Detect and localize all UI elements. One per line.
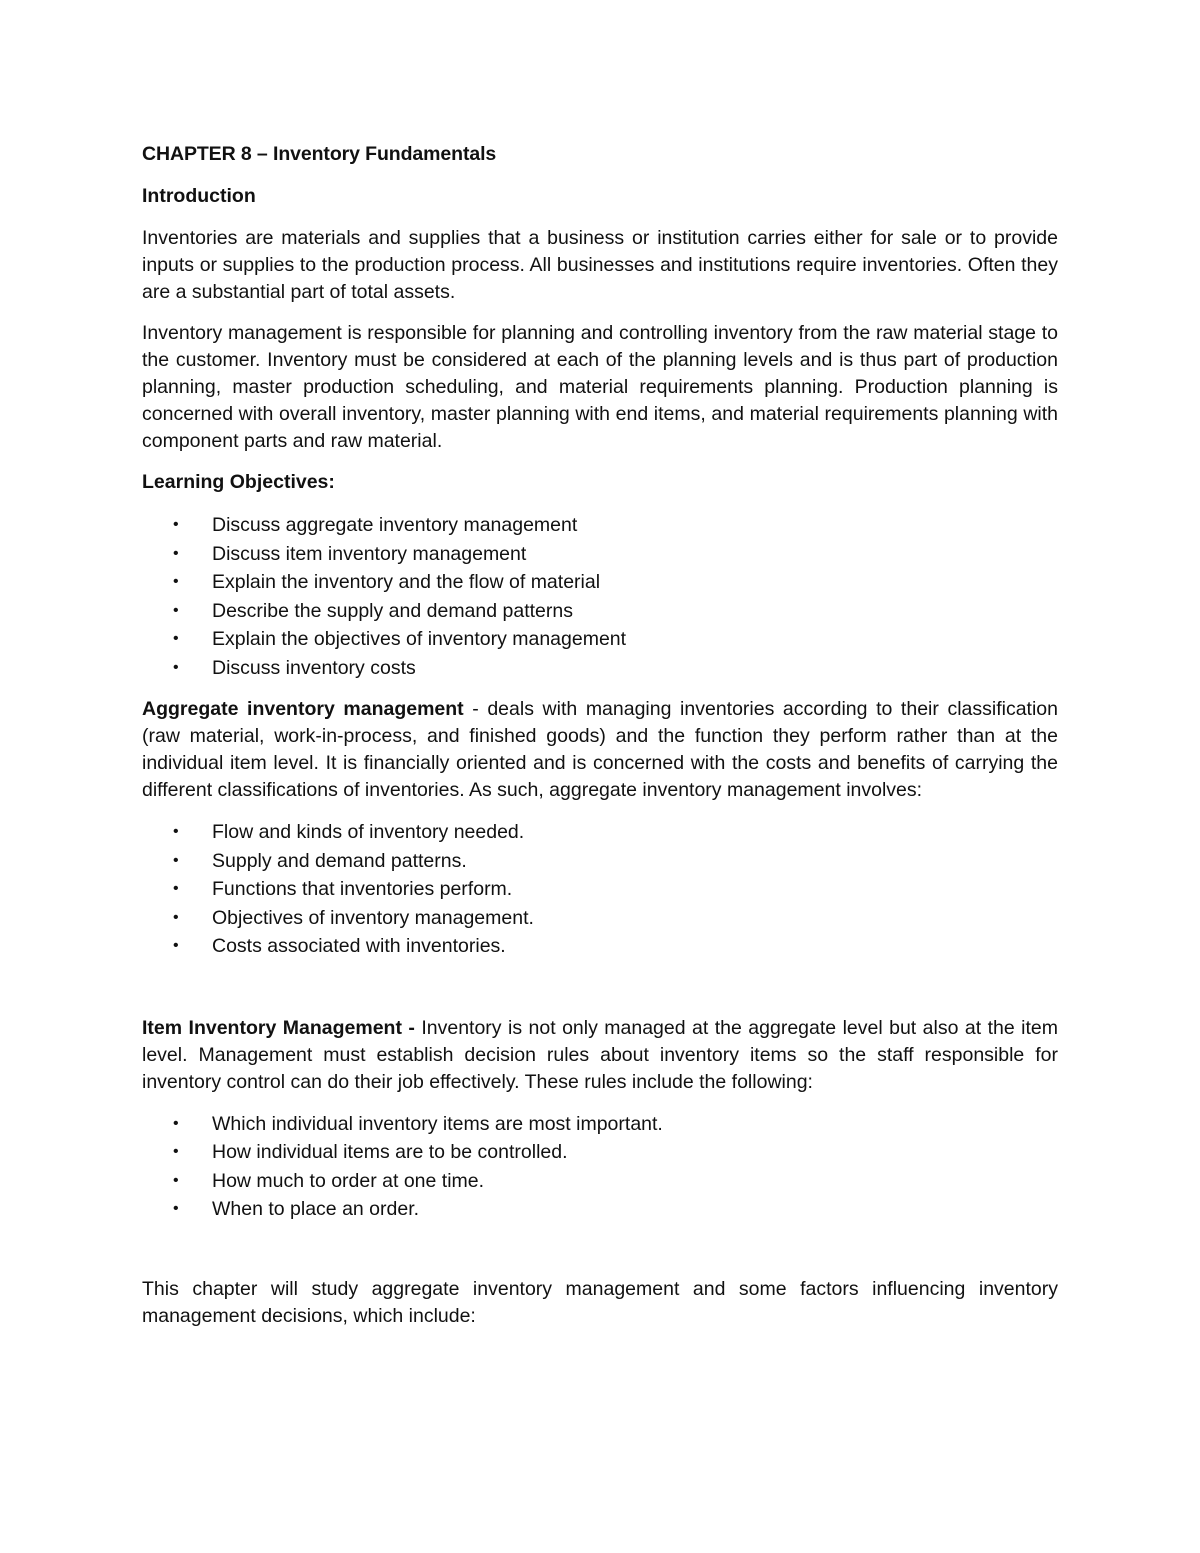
- list-item: • Discuss inventory costs: [142, 654, 1058, 683]
- closing-paragraph: This chapter will study aggregate inventory management and some factors influencing inventory management decisions, which include:: [142, 1277, 1058, 1327]
- list-item: • Discuss item inventory management: [142, 540, 1058, 569]
- bullet-icon: •: [173, 630, 179, 647]
- list-item: • Costs associated with inventories.: [142, 932, 1058, 961]
- intro-heading: Introduction: [142, 185, 256, 207]
- bullet-icon: •: [173, 601, 179, 619]
- list-item: • How much to order at one time.: [142, 1167, 1058, 1196]
- spacer: [142, 1238, 1058, 1276]
- list-item: • Which individual inventory items are most important.: [142, 1110, 1058, 1139]
- chapter-title: CHAPTER 8 – Inventory Fundamentals: [142, 143, 497, 165]
- bullet-icon: •: [173, 516, 179, 533]
- document-page: [142, 141, 1058, 1344]
- intro-paragraph-2: Inventory management is responsible for planning and controlling inventory from the raw material stage to the customer. Inventory must be considered at each of the planning levels and is thus part of production planning, master production scheduling, and material requirements planning. Production planning is concerned with overall inventory, master planning with end items, and material requirements planning with component parts and raw material.: [142, 322, 1058, 452]
- bullet-icon: •: [173, 544, 179, 562]
- list-item: • Describe the supply and demand patterns: [142, 597, 1058, 626]
- aggregate-lead: Aggregate inventory management: [142, 698, 464, 720]
- list-item: • How individual items are to be controlled.: [142, 1138, 1058, 1167]
- list-item: • Explain the objectives of inventory management: [142, 625, 1058, 654]
- bullet-icon: •: [173, 937, 179, 954]
- bullet-icon: •: [173, 658, 179, 676]
- bullet-icon: •: [173, 1171, 179, 1189]
- item-mgmt-lead: Item Inventory Management -: [142, 1016, 415, 1039]
- list-item: • Explain the inventory and the flow of material: [142, 568, 1058, 597]
- bullet-icon: •: [173, 908, 179, 926]
- item-mgmt-list: [142, 1110, 1058, 1224]
- objectives-list: [142, 511, 1058, 682]
- aggregate-list: [142, 818, 1058, 961]
- list-item: • When to place an order.: [142, 1195, 1058, 1224]
- aggregate-text: - deals with managing inventories according to their classification (raw material, work-in-process, and finished goods) and the function they perform rather than at the individual item level. It is financially oriented and is concerned with the costs and benefits of carrying the different classifications of inventories. As such, aggregate inventory management involves:: [142, 698, 1058, 801]
- bullet-icon: •: [173, 823, 179, 840]
- bullet-icon: •: [173, 1200, 179, 1217]
- bullet-icon: •: [173, 851, 179, 869]
- bullet-icon: •: [173, 880, 179, 897]
- aggregate-paragraph: [142, 696, 1058, 804]
- bullet-icon: •: [173, 1143, 179, 1160]
- bullet-icon: •: [173, 573, 179, 590]
- spacer: [142, 975, 1058, 1015]
- list-item: • Flow and kinds of inventory needed.: [142, 818, 1058, 847]
- list-item: • Functions that inventories perform.: [142, 875, 1058, 904]
- item-mgmt-paragraph: [142, 1015, 1058, 1096]
- list-item: • Discuss aggregate inventory management: [142, 511, 1058, 540]
- item-mgmt-text: Inventory is not only managed at the aggregate level but also at the item level. Management must establish decision rules about inventory items so the staff responsible for inventory control can do their job effectively. These rules include the following:: [142, 1016, 1058, 1093]
- bullet-icon: •: [173, 1114, 179, 1132]
- objectives-heading: Learning Objectives:: [142, 471, 335, 493]
- list-item: • Objectives of inventory management.: [142, 904, 1058, 933]
- intro-paragraph-1: Inventories are materials and supplies that a business or institution carries either for sale or to provide inputs or supplies to the production process. All businesses and institutions require inventories. Often they are a substantial part of total assets.: [142, 227, 1058, 303]
- list-item: • Supply and demand patterns.: [142, 847, 1058, 876]
